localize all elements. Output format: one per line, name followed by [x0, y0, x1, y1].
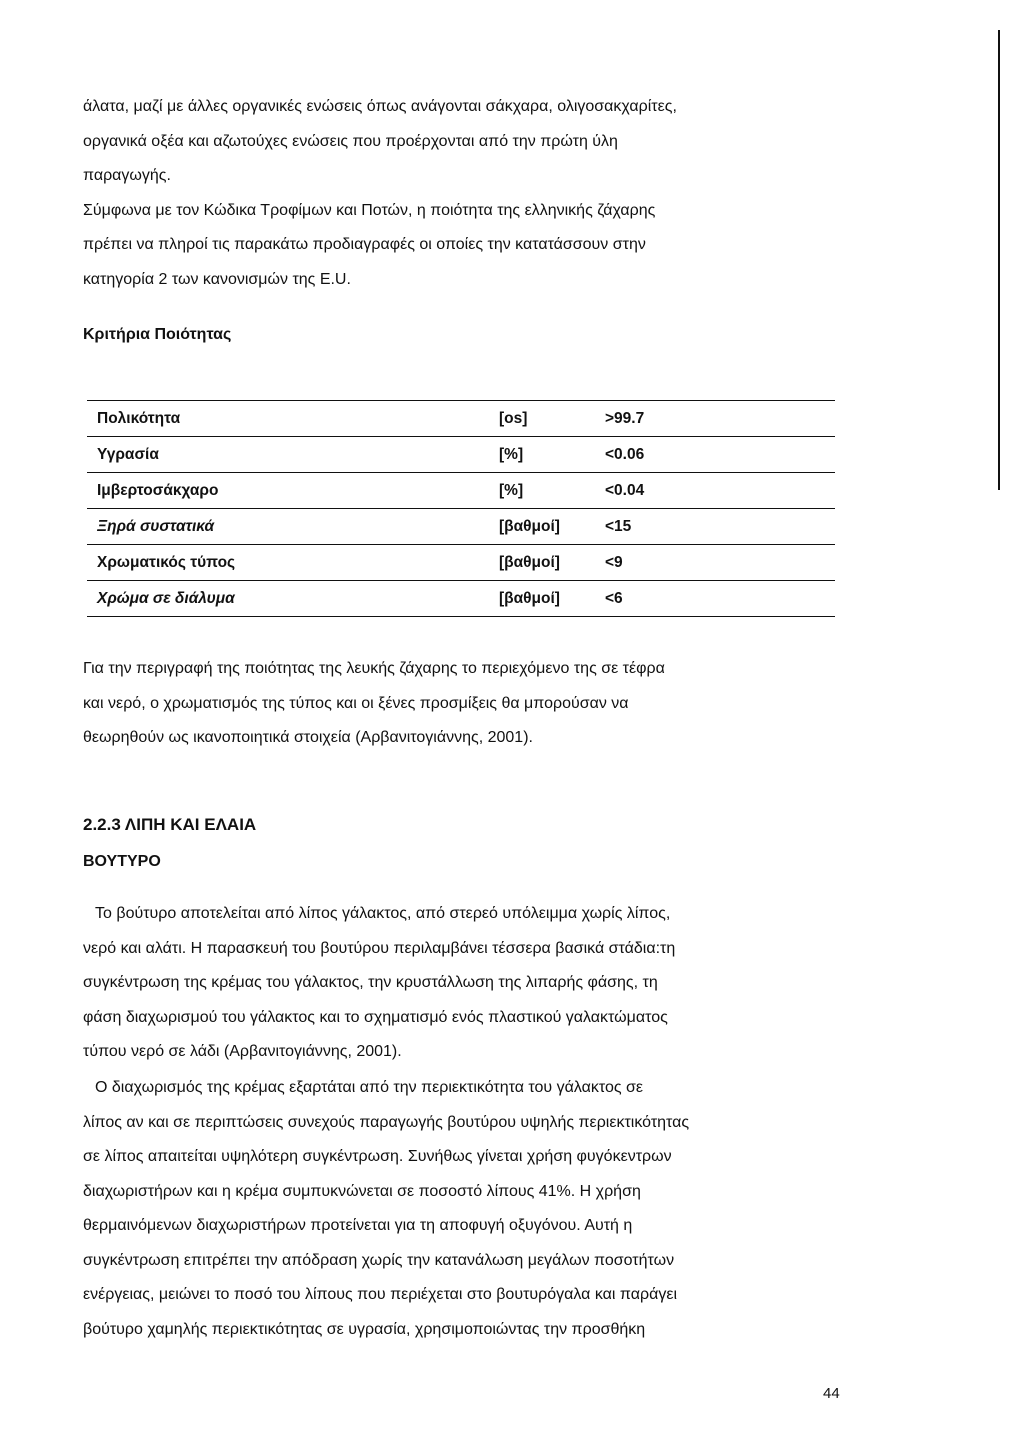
criterion-unit: [%]	[493, 473, 589, 509]
table-row	[87, 401, 835, 437]
criterion-value: <15	[589, 509, 835, 545]
criterion-unit: [%]	[493, 437, 589, 473]
criterion-unit: [βαθμοί]	[493, 581, 589, 617]
criterion-name: Χρωματικός τύπος	[87, 545, 493, 581]
criterion-name: Υγρασία	[87, 437, 493, 473]
criterion-value: <0.04	[589, 473, 835, 509]
intro-line: άλατα, μαζί με άλλες οργανικές ενώσεις όπως ανάγονται σάκχαρα, ολιγοσακχαρίτες,	[83, 98, 677, 115]
quality-criteria-table	[87, 400, 835, 617]
quality-criteria-heading: Κριτήρια Ποιότητας	[83, 326, 232, 343]
intro-line: πρέπει να πληροί τις παρακάτω προδιαγραφές οι οποίες την κατατάσσουν στην	[83, 236, 646, 253]
margin-rule	[998, 30, 1000, 490]
description-line: Για την περιγραφή της ποιότητας της λευκής ζάχαρης το περιεχόμενο της σε τέφρα	[83, 660, 665, 677]
butter-line: συγκέντρωση επιτρέπει την απόδραση χωρίς την κατανάλωση μεγάλων ποσοτήτων	[83, 1251, 675, 1269]
section-heading: 2.2.3 ΛΙΠΗ ΚΑΙ ΕΛΑΙΑ	[83, 815, 257, 834]
criterion-name: Ιμβερτοσάκχαρο	[87, 473, 493, 509]
butter-line: νερό και αλάτι. Η παρασκευή του βουτύρου περιλαμβάνει τέσσερα βασικά στάδια:τη	[83, 939, 676, 957]
butter-line: συγκέντρωση της κρέμας του γάλακτος, την κρυστάλλωση της λιπαρής φάσης, τη	[83, 974, 658, 991]
butter-line: τύπου νερό σε λάδι (Αρβανιτογιάννης, 2001).	[83, 1043, 402, 1060]
table-row	[87, 545, 835, 581]
criterion-unit: [οs]	[493, 401, 589, 437]
criterion-name: Πολικότητα	[87, 401, 493, 437]
butter-line: θερμαινόμενων διαχωριστήρων προτείνεται για τη αποφυγή οξυγόνου. Αυτή η	[83, 1217, 633, 1234]
butter-line: Το βούτυρο αποτελείται από λίπος γάλακτος, από στερεό υπόλειμμα χωρίς λίπος,	[95, 905, 671, 922]
butter-paragraph-1	[83, 897, 853, 1070]
intro-line: παραγωγής.	[83, 167, 171, 184]
table-row	[87, 437, 835, 473]
table-row	[87, 581, 835, 617]
intro-paragraph	[83, 90, 853, 297]
butter-line: διαχωριστήρων και η κρέμα συμπυκνώνεται σε ποσοστό λίπους 41%. Η χρήση	[83, 1182, 641, 1200]
criterion-value: <9	[589, 545, 835, 581]
criterion-value: >99.7	[589, 401, 835, 437]
page-number: 44	[823, 1385, 840, 1402]
butter-line: βούτυρο χαμηλής περιεκτικότητας σε υγρασία, χρησιμοποιώντας την προσθήκη	[83, 1320, 646, 1338]
subsection-heading: ΒΟΥΤΥΡΟ	[83, 853, 161, 870]
intro-line: κατηγορία 2 των κανονισμών της Ε.U.	[83, 270, 351, 288]
intro-line: οργανικά οξέα και αζωτούχες ενώσεις που προέρχονται από την πρώτη ύλη	[83, 132, 618, 150]
criterion-unit: [βαθμοί]	[493, 509, 589, 545]
table-row	[87, 473, 835, 509]
butter-line: Ο διαχωρισμός της κρέμας εξαρτάται από την περιεκτικότητα του γάλακτος σε	[95, 1079, 643, 1096]
butter-line: λίπος αν και σε περιπτώσεις συνεχούς παραγωγής βουτύρου υψηλής περιεκτικότητας	[83, 1113, 690, 1131]
description-line: και νερό, ο χρωματισμός της τύπος και οι ξένες προσμίξεις θα μπορούσαν να	[83, 694, 629, 712]
criterion-unit: [βαθμοί]	[493, 545, 589, 581]
description-paragraph	[83, 652, 853, 756]
criterion-value: <0.06	[589, 437, 835, 473]
butter-line: σε λίπος απαιτείται υψηλότερη συγκέντρωση. Συνήθως γίνεται χρήση φυγόκεντρων	[83, 1148, 672, 1165]
description-line: θεωρηθούν ως ικανοποιητικά στοιχεία (Αρβανιτογιάννης, 2001).	[83, 729, 533, 746]
intro-line: Σύμφωνα με τον Κώδικα Τροφίμων και Ποτών, η ποιότητα της ελληνικής ζάχαρης	[83, 201, 656, 219]
table-row	[87, 509, 835, 545]
criterion-name: Χρώμα σε διάλυμα	[87, 581, 493, 617]
criterion-value: <6	[589, 581, 835, 617]
butter-paragraph-2	[83, 1071, 853, 1347]
butter-line: ενέργειας, μειώνει το ποσό του λίπους που περιέχεται στο βουτυρόγαλα και παράγει	[83, 1286, 677, 1303]
butter-line: φάση διαχωρισμού του γάλακτος και το σχηματισμό ενός πλαστικού γαλακτώματος	[83, 1008, 668, 1026]
criterion-name: Ξηρά συστατικά	[87, 509, 493, 545]
